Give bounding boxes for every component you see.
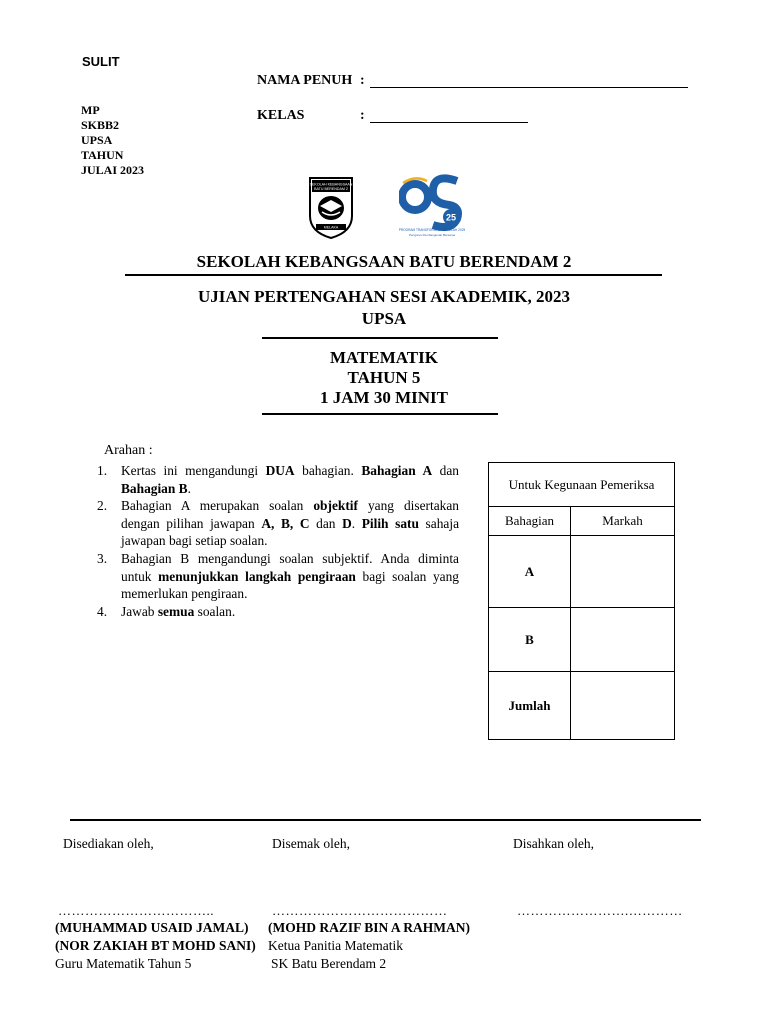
instructions-list [97,462,459,620]
instruction-text: Kertas ini mengandungi [121,463,266,478]
instruction-text: bahagian. [294,463,362,478]
instruction-text: Bahagian B [121,480,188,496]
row-label-total: Jumlah [489,672,571,740]
divider [262,413,498,415]
instruction-text: Jawab [121,603,158,619]
instruction-text: Bahagian A [361,463,433,478]
kelas-label: KELAS [257,108,305,123]
divider [125,274,662,276]
nama-input-line[interactable] [370,87,688,88]
checker-role: Ketua Panitia Matematik [268,938,403,953]
paper-codes [81,103,144,178]
column-header-markah: Markah [571,507,675,536]
mark-cell-a[interactable] [571,536,675,608]
instruction-text: bagi soalan yang memerlukan pengiraan. [121,568,459,602]
kelas-input-line[interactable] [370,122,528,123]
exam-title: UJIAN PERTENGAHAN SESI AKADEMIK, 2023 [197,287,571,306]
instruction-text: A, B, C [261,515,310,531]
table-title: Untuk Kegunaan Pemeriksa [489,463,675,507]
code-line: JULAI 2023 [81,163,145,177]
instruction-number: 2. [97,498,108,514]
instruction-text: objektif [313,498,358,514]
nama-colon: : [360,73,365,88]
kelas-colon: : [360,108,365,123]
instruction-text: dan [309,515,343,531]
signature-line-checked: ………………………………… [272,903,448,918]
nama-label: NAMA PENUH [257,73,353,88]
divider [262,337,498,339]
instruction-number: 1. [97,463,108,478]
instruction-item [97,497,459,550]
instruction-text: D [342,515,352,531]
instructions-heading: Arahan : [104,443,153,458]
approved-by-label: Disahkan oleh, [513,836,594,851]
instruction-item [97,462,459,497]
code-line: SKBB2 [81,118,120,132]
instruction-text: . [187,480,191,496]
mark-cell-total[interactable] [571,672,675,740]
svg-text:SEKOLAH KEBANGSAAN: SEKOLAH KEBANGSAAN [309,182,353,187]
signature-line-prepared: …………………………….. [58,903,214,918]
checked-by-label: Disemak oleh, [272,836,350,851]
column-header-bahagian: Bahagian [489,507,571,536]
examiner-marks-table [488,462,675,740]
checker-name: (MOHD RAZIF BIN A RAHMAN) [268,920,470,935]
svg-text:Pengurus Pembangunan Bersama: Pengurus Pembangunan Bersama [408,233,456,237]
instruction-text: semua [157,603,195,619]
svg-text:PROGRAM TRANSFORMASI SEKOLAH 2: PROGRAM TRANSFORMASI SEKOLAH 2025 [399,228,465,232]
school-name: SEKOLAH KEBANGSAAN BATU BERENDAM 2 [196,252,572,271]
instruction-text: soalan. [194,603,236,619]
mark-cell-b[interactable] [571,608,675,672]
subject-title: MATEMATIK [330,348,438,367]
instruction-text: yang disertakan dengan pilihan jawapan [121,498,459,531]
instruction-item [97,550,459,603]
preparer-name-1: (MUHAMMAD USAID JAMAL) [55,920,249,935]
svg-text:25: 25 [445,212,457,223]
instruction-item [97,603,459,621]
classification-label: SULIT [82,54,120,69]
code-line: UPSA [81,133,113,147]
instruction-number: 4. [97,603,108,619]
year-title: TAHUN 5 [347,368,421,387]
instruction-text: Pilih satu [361,515,419,531]
school-crest-logo [308,176,354,240]
instruction-text: . [351,515,362,531]
code-line: TAHUN [81,148,124,162]
prepared-by-label: Disediakan oleh, [63,836,154,851]
instruction-text: dan [432,463,460,478]
preparer-name-2: (NOR ZAKIAH BT MOHD SANI) [55,938,256,953]
signature-line-approved: …………………….………… [517,903,683,918]
checker-school: SK Batu Berendam 2 [271,956,387,971]
code-line: MP [81,103,100,117]
program-logo [399,173,465,237]
instruction-text: Bahagian B mengandungi soalan subjektif. Anda diminta untuk [121,550,459,584]
instruction-text: sahaja jawapan bagi setiap soalan. [121,515,460,549]
instruction-number: 3. [97,550,108,566]
row-label-b: B [489,608,571,672]
svg-text:BATU BERENDAM 2: BATU BERENDAM 2 [314,187,348,191]
duration-title: 1 JAM 30 MINIT [320,388,448,407]
exam-code: UPSA [361,309,407,328]
instruction-text: Bahagian A merupakan soalan [121,498,314,514]
preparer-role: Guru Matematik Tahun 5 [55,956,192,971]
instruction-text: DUA [265,463,295,478]
row-label-a: A [489,536,571,608]
svg-text:MELAKA: MELAKA [323,225,339,230]
signature-divider [70,819,701,821]
instruction-text: menunjukkan langkah pengiraan [158,568,356,584]
